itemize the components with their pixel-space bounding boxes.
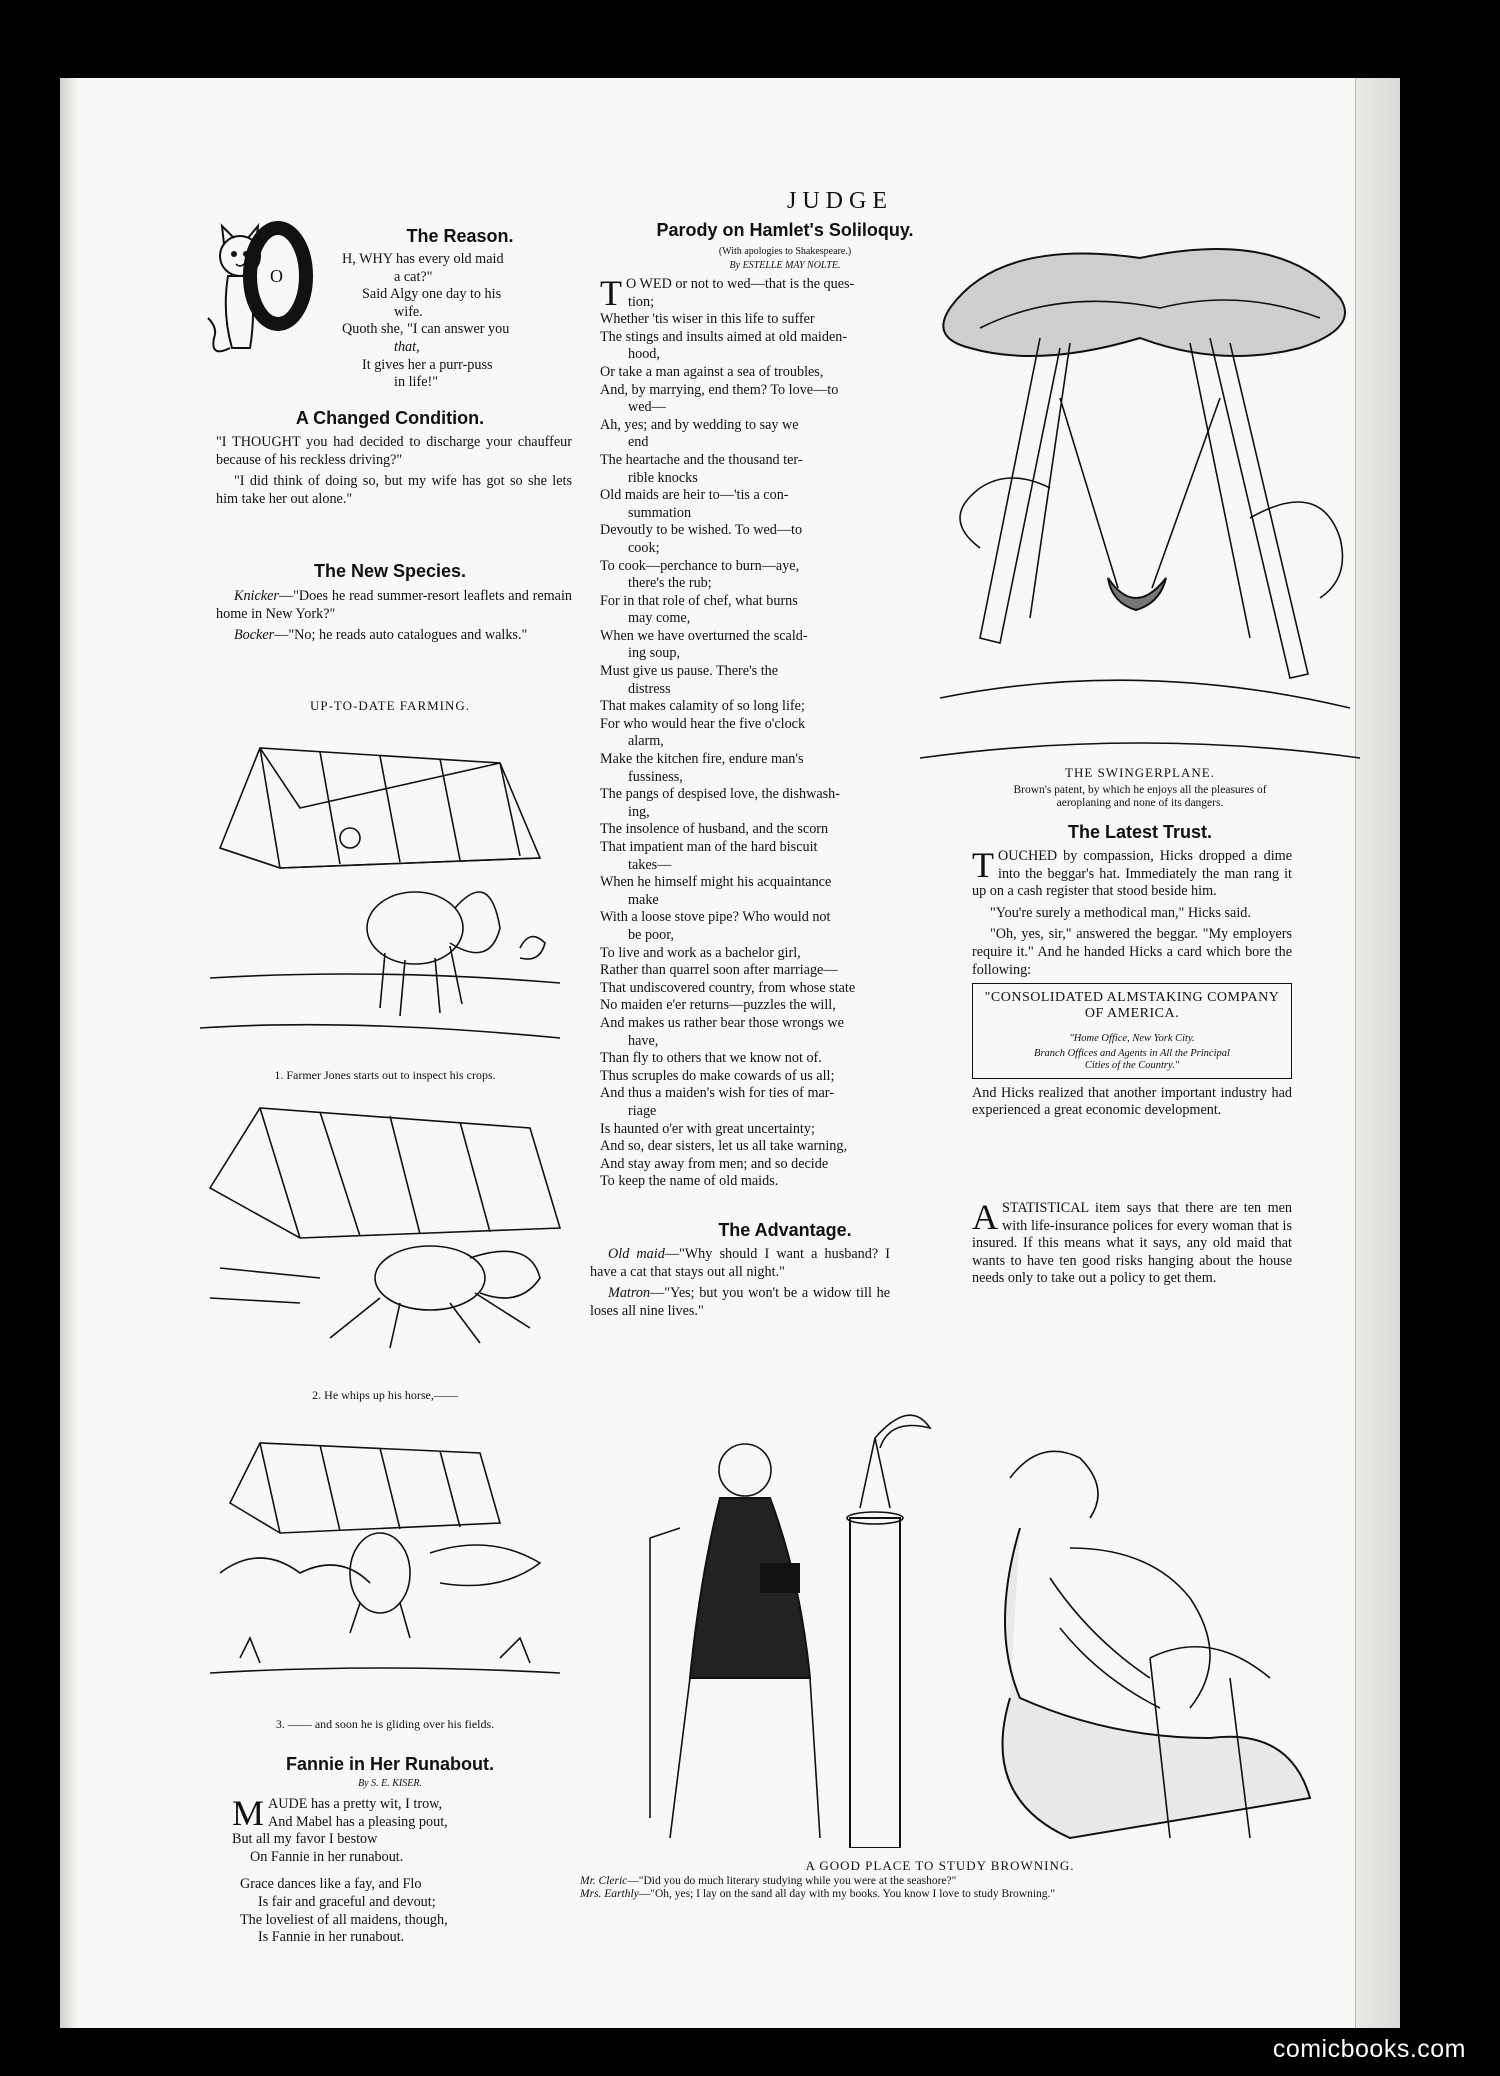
reason-line: a cat?" <box>394 268 433 285</box>
parody-line: Ah, yes; and by wedding to say we <box>600 416 799 433</box>
parody-line: ing soup, <box>628 645 681 662</box>
parody-line: Make the kitchen fire, endure man's <box>600 751 804 768</box>
reason-line: Quoth she, "I can answer you <box>342 321 510 338</box>
trust-p3: "Oh, yes, sir," answered the beggar. "My employers require it." And he handed Hicks a card which bore the following: <box>972 926 1292 978</box>
reason-line: that, <box>394 338 420 355</box>
parody-line: Is haunted o'er with great uncertainty; <box>600 1120 815 1137</box>
parody-line: To live and work as a bachelor girl, <box>600 944 801 961</box>
browning-speaker-2: Mrs. Earthly <box>580 1888 639 1900</box>
browning-dialogue <box>580 1875 1340 1901</box>
parody-line: Rather than quarrel soon after marriage— <box>600 962 838 979</box>
parody-line: And so, dear sisters, let us all take warning, <box>600 1138 848 1155</box>
browning-line-1: —"Did you do much literary studying while you were at the seashore?" <box>627 1875 957 1887</box>
parody-first-line: O WED or not to wed—that is the ques- <box>626 276 855 292</box>
parody-line: And, by marrying, end them? To love—to <box>600 381 839 398</box>
fannie-line: And Mabel has a pleasing pout, <box>268 1813 448 1830</box>
trust-title: The Latest Trust. <box>1067 822 1213 842</box>
parody-poem <box>600 273 965 1191</box>
parody-line: The stings and insults aimed at old maiden- <box>600 328 848 345</box>
parody-line: ing, <box>628 803 650 820</box>
card-line-2: Branch Offices and Agents in All the Principal Cities of the Country." <box>1034 1047 1230 1071</box>
reason-line: It gives her a purr-puss <box>362 356 493 373</box>
reason-line: in life!" <box>394 374 439 391</box>
parody-line: The insolence of husband, and the scorn <box>600 821 829 838</box>
farming-panel-2 <box>200 1098 570 1358</box>
parody-line: With a loose stove pipe? Who would not <box>600 909 831 926</box>
parody-line: Devoutly to be wished. To wed—to <box>600 522 803 539</box>
trust-p4: And Hicks realized that another important industry had experienced a great economic development. <box>972 1084 1292 1119</box>
species-title: The New Species. <box>313 561 467 581</box>
parody-initial: T <box>600 273 622 313</box>
fannie-title: Fannie in Her Runabout. <box>285 1754 494 1774</box>
advantage-p2: —"Yes; but you won't be a widow till he loses all nine lives." <box>590 1285 890 1319</box>
fannie-line: The loveliest of all maidens, though, <box>240 1911 448 1928</box>
farming-caption-1: 1. Farmer Jones starts out to inspect his crops. <box>274 1068 496 1082</box>
parody-line: have, <box>628 1032 659 1049</box>
parody-line: riage <box>628 1102 657 1119</box>
fannie-line: AUDE has a pretty wit, I trow, <box>268 1796 443 1812</box>
parody-line: That undiscovered country, from whose state <box>600 979 856 996</box>
advantage-title: The Advantage. <box>718 1220 852 1240</box>
species-p2: —"No; he reads auto catalogues and walks." <box>274 627 528 644</box>
parody-line: When he himself might his acquaintance <box>600 874 832 891</box>
parody-line: For who would hear the five o'clock <box>600 715 806 732</box>
fannie-line: On Fannie in her runabout. <box>250 1848 404 1865</box>
parody-line: tion; <box>628 293 655 310</box>
cat-initial-illustration <box>200 218 320 378</box>
parody-line: Old maids are heir to—'tis a con- <box>600 487 789 504</box>
species-text <box>216 588 572 649</box>
parody-line: And stay away from men; and so decide <box>600 1155 829 1172</box>
trust-initial: T <box>972 845 994 885</box>
parody-line: Or take a man against a sea of troubles, <box>600 363 824 380</box>
parody-line: That makes calamity of so long life; <box>600 698 805 715</box>
changed-p2: "I did think of doing so, but my wife has got so she lets him take her out alone." <box>216 473 572 507</box>
species-speaker-1: Knicker <box>234 588 279 604</box>
card-title: "CONSOLIDATED ALMSTAKING COMPANY OF AMERICA. <box>984 990 1280 1022</box>
farming-caption-3: 3. —— and soon he is gliding over his fields. <box>275 1717 495 1731</box>
advantage-p1: —"Why should I want a husband? I have a cat that stays out all night." <box>590 1246 891 1280</box>
page-shadow-left <box>60 78 78 2028</box>
parody-line: No maiden e'er returns—puzzles the will, <box>600 997 836 1014</box>
parody-line: Than fly to others that we know not of. <box>600 1050 822 1067</box>
almstaking-card <box>972 983 1292 1079</box>
browning-title: A GOOD PLACE TO STUDY BROWNING. <box>805 1858 1075 1873</box>
parody-line: fussiness, <box>628 768 683 785</box>
reason-line: Said Algy one day to his <box>362 286 502 303</box>
statistical-text <box>972 1197 1292 1292</box>
fannie-line: Is Fannie in her runabout. <box>258 1929 405 1946</box>
parody-line: end <box>628 434 649 451</box>
watermark: comicbooks.com <box>1272 2035 1466 2063</box>
card-line-1: "Home Office, New York City. <box>1069 1033 1195 1045</box>
reason-title: The Reason. <box>406 226 514 246</box>
magazine-page <box>60 78 1400 2028</box>
farming-panel-3 <box>200 1423 570 1703</box>
fannie-line: Is fair and graceful and devout; <box>258 1893 436 1910</box>
parody-line: The pangs of despised love, the dishwash- <box>600 786 840 803</box>
changed-text <box>216 434 572 512</box>
changed-title: A Changed Condition. <box>295 408 485 428</box>
fannie-line: Grace dances like a fay, and Flo <box>240 1876 422 1893</box>
parody-line: The heartache and the thousand ter- <box>600 451 803 468</box>
changed-p1: "I THOUGHT you had decided to discharge your chauffeur because of his reckless driving?" <box>216 434 572 468</box>
parody-byline: By ESTELLE MAY NOLTE. <box>729 260 841 271</box>
browning-illustration <box>590 1378 1330 1848</box>
reason-poem <box>342 251 592 392</box>
statistical-initial: A <box>972 1197 998 1237</box>
parody-line: Must give us pause. There's the <box>600 663 779 680</box>
browning-speaker-1: Mr. Cleric <box>580 1875 628 1887</box>
swingerplane-title: THE SWINGERPLANE. <box>1065 765 1215 780</box>
fannie-line: But all my favor I bestow <box>232 1831 378 1848</box>
parody-line: rible knocks <box>628 469 698 486</box>
initial-o: O <box>270 266 283 286</box>
parody-line: Whether 'tis wiser in this life to suffer <box>600 311 815 328</box>
parody-line: summation <box>628 504 692 521</box>
parody-line: there's the rub; <box>628 575 712 592</box>
farming-panel-1 <box>200 728 570 1058</box>
advantage-speaker-1: Old maid <box>608 1246 665 1262</box>
reason-line: wife. <box>394 303 423 320</box>
swingerplane-illustration <box>920 218 1360 763</box>
advantage-speaker-2: Matron <box>608 1285 651 1302</box>
fannie-byline: By S. E. KISER. <box>358 1778 422 1789</box>
parody-line: When we have overturned the scald- <box>600 627 808 644</box>
parody-line: To keep the name of old maids. <box>600 1173 779 1190</box>
parody-line: And thus a maiden's wish for ties of mar- <box>600 1085 834 1102</box>
parody-line: Thus scruples do make cowards of us all; <box>600 1067 835 1084</box>
parody-line: That impatient man of the hard biscuit <box>600 839 818 855</box>
page-edge-right <box>1355 78 1400 2028</box>
browning-line-2: —"Oh, yes; I lay on the sand all day with my books. You know I love to study Browning." <box>638 1888 1056 1900</box>
trust-text <box>972 845 1292 1124</box>
trust-p1: OUCHED by compassion, Hicks dropped a dime into the beggar's hat. Immediately the man rang it up on a cash register that stood beside him. <box>972 848 1292 900</box>
parody-line: For in that role of chef, what burns <box>600 592 798 609</box>
farming-title: UP-TO-DATE FARMING. <box>309 698 471 713</box>
magazine-title: JUDGE <box>787 188 893 214</box>
parody-line: make <box>628 891 659 908</box>
parody-line: be poor, <box>628 926 674 943</box>
reason-line: H, WHY has every old maid <box>342 251 504 267</box>
parody-line: And makes us rather bear those wrongs we <box>600 1014 844 1031</box>
parody-title: Parody on Hamlet's Soliloquy. <box>656 220 914 240</box>
parody-line: hood, <box>628 346 660 363</box>
parody-line: alarm, <box>628 733 664 750</box>
swingerplane-caption: Brown's patent, by which he enjoys all the pleasures of aeroplaning and none of its dangers. <box>1013 784 1267 809</box>
fannie-poem <box>232 1793 552 1947</box>
parody-line: wed— <box>628 399 666 416</box>
trust-p2: "You're surely a methodical man," Hicks said. <box>990 904 1251 921</box>
parody-line: distress <box>628 680 671 697</box>
advantage-text <box>590 1246 890 1324</box>
parody-line: may come, <box>628 610 691 627</box>
species-speaker-2: Bocker <box>234 627 275 644</box>
statistical-p1: STATISTICAL item says that there are ten men with life-insurance polices for every woman that is insured. If this means what it says, any old maid that wants to have ten good risks hanging about the house needs only to take out a policy to get them. <box>972 1200 1292 1287</box>
parody-subtitle: (With apologies to Shakespeare.) <box>718 246 852 257</box>
parody-line: cook; <box>628 539 660 556</box>
species-p1: —"Does he read summer-resort leaflets and remain home in New York?" <box>216 588 572 622</box>
fannie-initial: M <box>232 1793 265 1833</box>
farming-caption-2: 2. He whips up his horse,—— <box>312 1388 458 1402</box>
parody-line: To cook—perchance to burn—aye, <box>600 557 800 574</box>
parody-line: takes— <box>628 856 672 873</box>
